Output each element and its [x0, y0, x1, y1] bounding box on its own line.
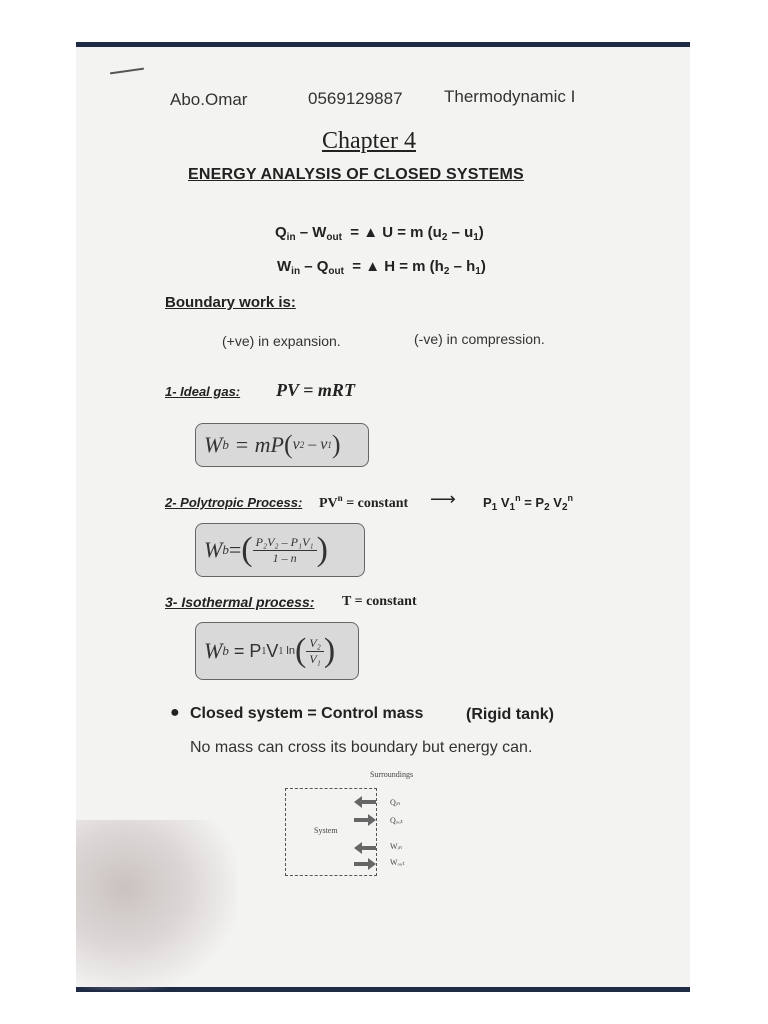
boundary-work-heading: Boundary work is: [165, 294, 296, 311]
energy-equation-1: $Q_{in} - W_{out}$ = ▲ U = m $(u_2 - u_1)$ [275, 224, 484, 243]
q-in-label: Qᵢₙ [390, 798, 401, 807]
ideal-gas-work-box: W b = mP ( v 2 – v 1 ) [195, 423, 369, 467]
isothermal-condition: T = constant [342, 594, 417, 609]
isothermal-fraction: $\frac{\text{V₂}}{\text{V₁}}$ [306, 636, 324, 667]
polytropic-arrow: ⟶ [430, 489, 456, 509]
closed-system-line: Closed system = Control mass [190, 705, 424, 722]
energy-arrows-icon [352, 792, 392, 872]
finger-shadow [76, 820, 236, 990]
rigid-tank-note: (Rigid tank) [466, 706, 554, 723]
q-out-label: Qₒᵤₜ [390, 816, 404, 825]
system-label: System [314, 826, 338, 835]
header-phone: 0569129887 [308, 89, 403, 108]
compression-note: (-ve) in compression. [414, 331, 545, 347]
ideal-gas-title: 1- Ideal gas: [165, 384, 241, 399]
header-author: Abo.Omar [170, 90, 248, 109]
closed-system-diagram [280, 770, 440, 880]
page-subtitle: ENERGY ANALYSIS OF CLOSED SYSTEMS [188, 166, 524, 183]
header-course: Thermodynamic I [444, 87, 576, 106]
ideal-gas-equation: PV = mRT [276, 380, 355, 400]
polytropic-relation: $P_1$ $V_1^n = P_2$ $V_2^n$ [483, 493, 574, 513]
polytropic-fraction: $\frac{\text{P₂V₂ – P₁V₁}}{1 - n}$ [253, 535, 317, 566]
expansion-note: (+ve) in expansion. [222, 333, 341, 349]
polytropic-work-box: W b = ( $\frac{\text{P₂V₂ – P₁V₁}}{1 - n}$ ) [195, 523, 365, 577]
chapter-title: Chapter 4 [322, 128, 416, 154]
w-out-label: Wₒᵤₜ [390, 858, 405, 867]
closed-system-bullet: ● [170, 704, 180, 721]
energy-equation-2: $W_{in} - Q_{out}$ = ▲ H = m $(h_2 - h_1)$ [277, 258, 486, 277]
polytropic-equation: $PV^n$ = constant [319, 493, 409, 511]
w-in-label: Wᵢₙ [390, 842, 403, 851]
closed-system-description: No mass can cross its boundary but energy can. [190, 739, 533, 756]
surroundings-label: Surroundings [370, 770, 414, 779]
isothermal-work-box: W b = P 1 V 1 ln ( $\frac{\text{V₂}}{\text{V₁}}$ ) [195, 622, 359, 680]
isothermal-title: 3- Isothermal process: [165, 594, 315, 610]
polytropic-title: 2- Polytropic Process: [165, 495, 303, 510]
